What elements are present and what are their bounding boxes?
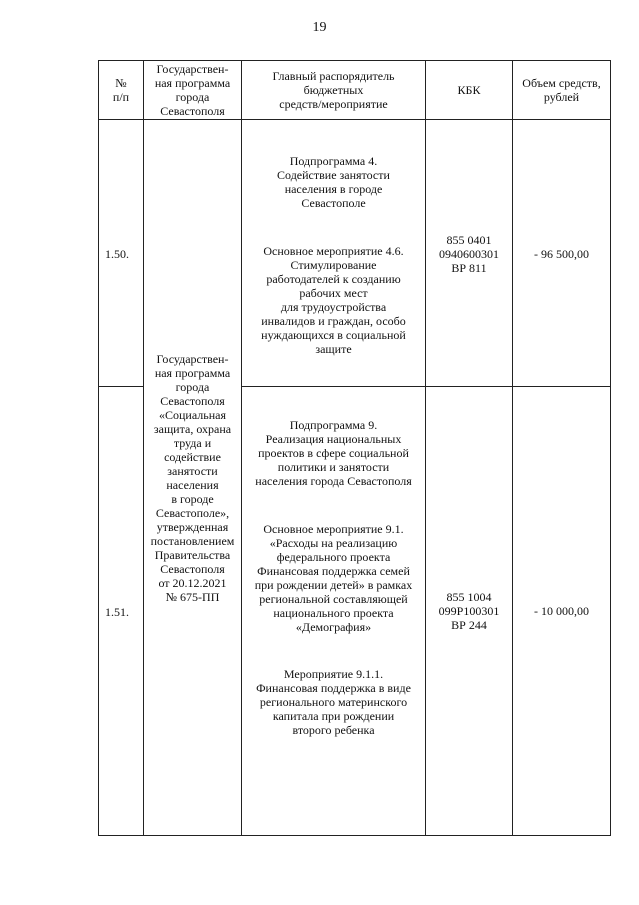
table-header-row xyxy=(99,61,611,120)
header-activity: Главный распорядитель бюджетных средств/мероприятие xyxy=(242,61,426,120)
budget-table xyxy=(98,60,611,836)
header-kbk: КБК xyxy=(426,61,513,120)
header-program: Государствен- ная программа города Севастополя xyxy=(144,61,242,120)
amount-cell: - 10 000,00 xyxy=(513,387,611,836)
kbk-cell: 855 1004 099Р100301 ВР 244 xyxy=(426,387,513,836)
activity-cell: Подпрограмма 4. Содействие занятости населения в городе Севастополе Основное мероприятие 4.6. Стимулирование работодателей к созданию рабочих мест для трудоустройства инвалидов и граждан, особо нуждающихся в социальной защите xyxy=(242,120,426,387)
table-row xyxy=(99,120,611,387)
row-number-cell: 1.50. xyxy=(99,120,144,387)
row-number-cell: 1.51. xyxy=(99,387,144,836)
page-number: 19 xyxy=(312,20,327,35)
program-cell: Государствен- ная программа города Севастополя «Социальная защита, охрана труда и содействие занятости населения в городе Севастополе», утвержденная постановлением Правительства Севастополя от 20.12.2021 № 675-ПП xyxy=(144,120,242,836)
amount-cell: - 96 500,00 xyxy=(513,120,611,387)
header-num: № п/п xyxy=(99,61,144,120)
kbk-cell: 855 0401 0940600301 ВР 811 xyxy=(426,120,513,387)
header-amount: Объем средств, рублей xyxy=(513,61,611,120)
activity-cell: Подпрограмма 9. Реализация национальных проектов в сфере социальной политики и занятости населения города Севастополя Основное мероприятие 9.1. «Расходы на реализацию федерального проекта Финансовая поддержка семей при рождении детей» в рамках региональной составляющей национального проекта «Демография» Мероприятие 9.1.1. Финансовая поддержка в виде регионального материнского капитала при рождении второго ребенка xyxy=(242,387,426,836)
